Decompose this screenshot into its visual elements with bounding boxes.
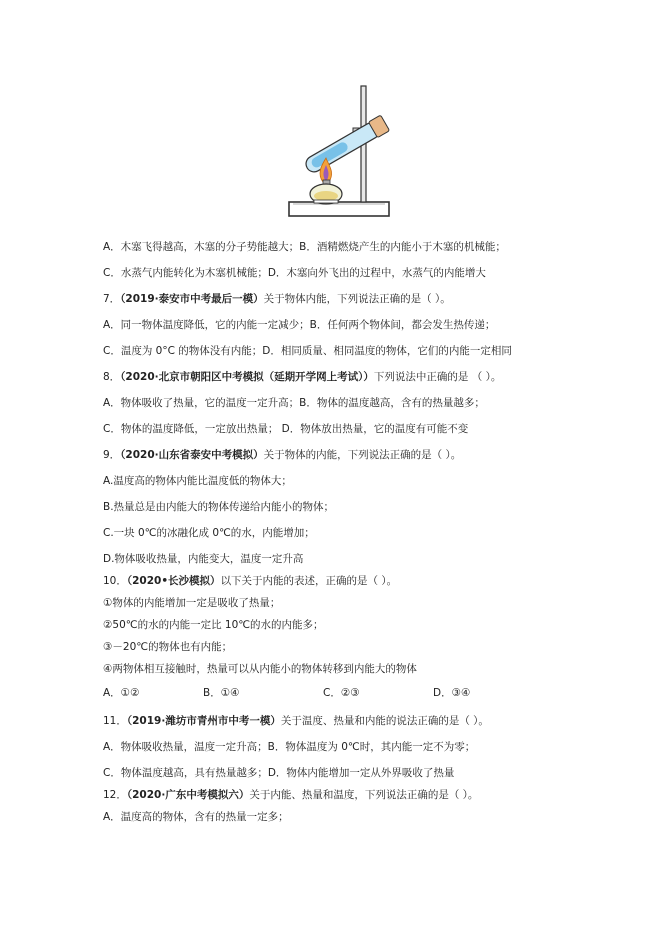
option-a: A．①② (103, 687, 140, 699)
question-7-header: 7．（2019·泰安市中考最后一模）关于物体内能，下列说法正确的是（ ）。 (103, 293, 451, 305)
question-10-header: 10．（2020•长沙模拟）以下关于内能的表述，正确的是（ ）。 (103, 575, 398, 587)
text-line: C．水蒸气内能转化为木塞机械能；D．木塞向外飞出的过程中，水蒸气的内能增大 (103, 267, 486, 279)
test-tube (303, 115, 390, 176)
question-9-option: A.温度高的物体内能比温度低的物体大； (103, 475, 292, 487)
option-c: C．②③ (323, 687, 360, 699)
question-10-statement: ①物体的内能增加一定是吸收了热量； (103, 597, 281, 609)
question-9-option: D.物体吸收热量，内能变大，温度一定升高 (103, 553, 304, 565)
question-8-option-line: A．物体吸收了热量，它的温度一定升高；B．物体的温度越高，含有的热量越多； (103, 397, 485, 409)
question-9-header: 9．（2020·山东省泰安中考模拟）关于物体的内能，下列说法正确的是（ ）。 (103, 449, 462, 461)
question-10-statement: ③－20℃的物体也有内能； (103, 641, 233, 653)
question-10-statement: ②50℃的水的内能一定比 10℃的水的内能多； (103, 619, 324, 631)
question-8-header: 8．（2020·北京市朝阳区中考模拟（延期开学网上考试））下列说法中正确的是 （ ）。 (103, 371, 502, 383)
question-11-option-line: C．物体温度越高，具有热量越多；D．物体内能增加一定从外界吸收了热量 (103, 767, 455, 779)
question-11-header: 11．（2019·潍坊市青州市中考一模）关于温度、热量和内能的说法正确的是（ ）。 (103, 715, 489, 727)
apparatus-figure (283, 84, 398, 228)
question-10-statement: ④两物体相互接触时，热量可以从内能小的物体转移到内能大的物体 (103, 663, 417, 675)
question-7-option-line: A．同一物体温度降低，它的内能一定减少；B．任何两个物体间，都会发生热传递； (103, 319, 496, 331)
question-8-option-line: C．物体的温度降低，一定放出热量； D．物体放出热量，它的温度有可能不变 (103, 423, 469, 435)
option-d: D．③④ (433, 687, 471, 699)
question-7-option-line: C．温度为 0°C 的物体没有内能；D．相同质量、相同温度的物体，它们的内能一定相同 (103, 345, 512, 357)
question-11-option-line: A．物体吸收热量，温度一定升高；B．物体温度为 0℃时，其内能一定不为零； (103, 741, 476, 753)
question-10-options (103, 686, 470, 700)
text-line: A．木塞飞得越高，木塞的分子势能越大；B．酒精燃烧产生的内能小于木塞的机械能； (103, 241, 506, 253)
alcohol-lamp (310, 180, 342, 204)
option-b: B．①④ (203, 687, 240, 699)
question-12-header: 12．（2020·广东中考模拟六）关于内能、热量和温度，下列说法正确的是（ ）。 (103, 789, 479, 801)
question-9-option: B.热量总是由内能大的物体传递给内能小的物体； (103, 501, 335, 513)
question-9-option: C.一块 0℃的冰融化成 0℃的水，内能增加； (103, 527, 315, 539)
question-12-option: A．温度高的物体，含有的热量一定多； (103, 811, 289, 823)
